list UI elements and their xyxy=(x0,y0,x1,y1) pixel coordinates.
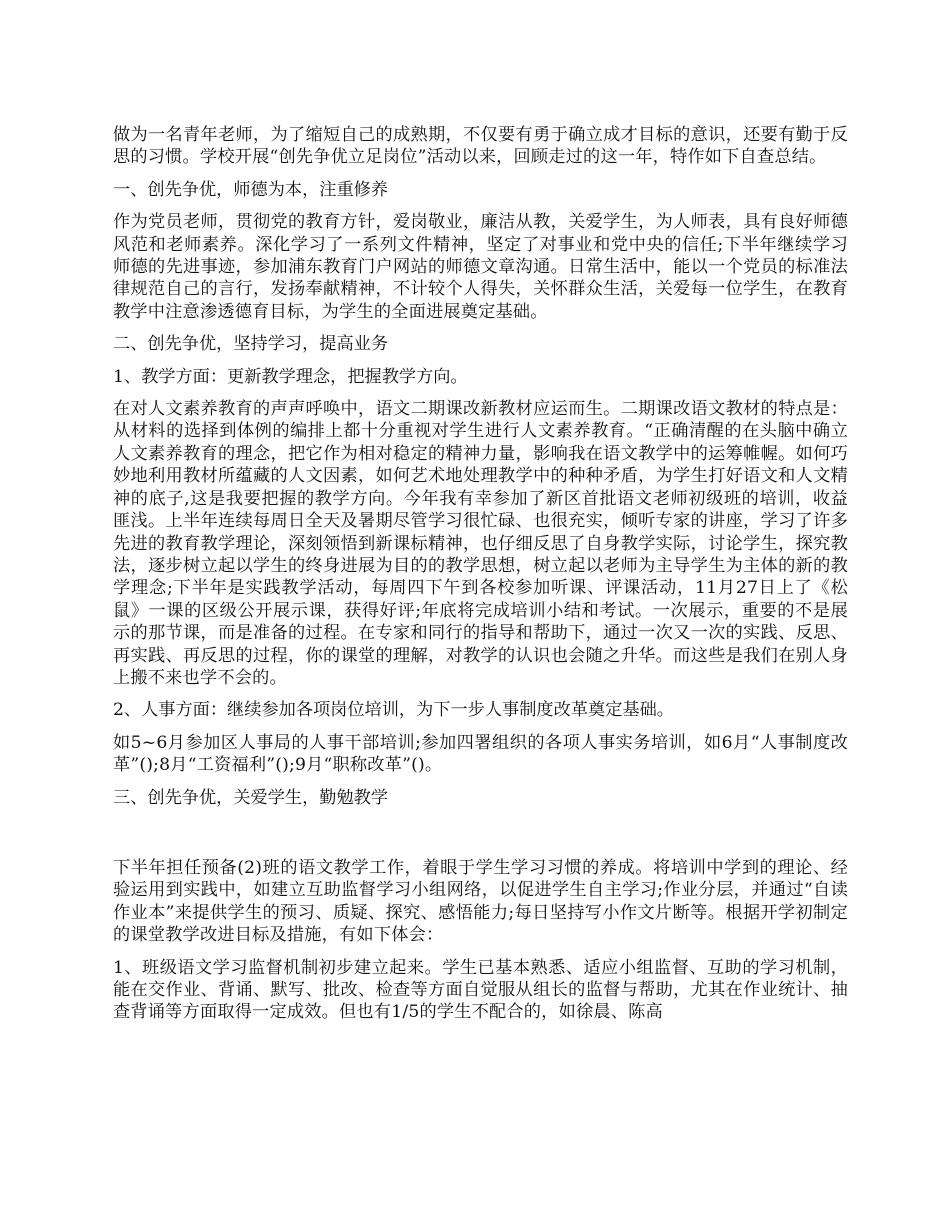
section-3-paragraph: 下半年担任预备(2)班的语文教学工作，着眼于学生学习习惯的养成。将培训中学到的理论、经验运用到实践中，如建立互助监督学习小组网络，以促进学生自主学习;作业分层，并通过“自读作业本”来提供学生的预习、质疑、探究、感悟能力;每日坚持写小作文片断等。根据开学初制定的课堂教学改进目标及措施，有如下体会： xyxy=(113,857,848,946)
section-heading-2: 二、创先争优，坚持学习，提高业务 xyxy=(113,334,389,355)
section-1-paragraph: 作为党员老师，贯彻党的教育方针，爱岗敬业，廉洁从教，关爱学生，为人师表，具有良好师德风范和老师素养。深化学习了一系列文件精神，坚定了对事业和党中央的信任;下半年继续学习师德的先进事迹，参加浦东教育门户网站的师德文章沟通。日常生活中，能以一个党员的标准法律规范自己的言行，发扬奉献精神，不计较个人得失，关怀群众生活，关爱每一位学生，在教育教学中注意渗透德育目标，为学生的全面进展奠定基础。 xyxy=(113,212,848,322)
section-gap xyxy=(113,819,848,857)
teaching-paragraph: 在对人文素养教育的声声呼唤中，语文二期课改新教材应运而生。二期课改语文教材的特点是：从材料的选择到体例的编排上都十分重视对学生进行人文素养教育。“正确清醒的在头脑中确立人文素养教育的理念，把它作为相对稳定的精神力量，影响我在语文教学中的运筹帷幄。如何巧妙地利用教材所蕴藏的人文因素，如何艺术地处理教学中的种种矛盾，为学生打好语文和人文精神的底子,这是我要把握的教学方向。今年我有幸参加了新区首批语文老师初级班的培训，收益匪浅。上半年连续每周日全天及暑期尽管学习很忙碌、也很充实，倾听专家的讲座，学习了许多先进的教育教学理论，深刻领悟到新课标精神，也仔细反思了自身教学实际，讨论学生，探究教法，逐步树立起以学生的终身进展为目的的教学思想，树立起以老师为主导学生为主体的新的教学理念;下半年是实践教学活动，每周四下午到各校参加听课、评课活动，11月27日上了《松鼠》一课的区级公开展示课，获得好评;年底将完成培训小结和考试。一次展示，重要的不是展示的那节课，而是准备的过程。在专家和同行的指导和帮助下，通过一次又一次的实践、反思、再实践、再反思的过程，你的课堂的理解，对教学的认识也会随之升华。而这些是我们在别人身上搬不来也学不会的。 xyxy=(113,399,848,688)
personnel-paragraph: 如5~6月参加区人事局的人事干部培训;参加四署组织的各项人事实务培训，如6月“人事制度改革”();8月“工资福利”();9月“职称改革”()。 xyxy=(113,732,848,776)
intro-paragraph: 做为一名青年老师，为了缩短自己的成熟期，不仅要有勇于确立成才目标的意识，还要有勤于反思的习惯。学校开展“创先争优立足岗位”活动以来，回顾走过的这一年，特作如下自查总结。 xyxy=(113,125,848,168)
section-3-point-1: 1、班级语文学习监督机制初步建立起来。学生已基本熟悉、适应小组监督、互助的学习机制，能在交作业、背诵、默写、批改、检查等方面自觉服从组长的监督与帮助，尤其在作业统计、抽查背诵等方面取得一定成效。但也有1/5的学生不配合的，如徐晨、陈高 xyxy=(113,957,848,1023)
section-heading-1: 一、创先争优，师德为本，注重修养 xyxy=(113,179,389,200)
subsection-heading-teaching: 1、教学方面：更新教学理念，把握教学方向。 xyxy=(113,366,468,387)
section-heading-3: 三、创先争优，关爱学生，勤勉教学 xyxy=(113,787,389,808)
subsection-heading-personnel: 2、人事方面：继续参加各项岗位培训，为下一步人事制度改革奠定基础。 xyxy=(113,700,674,721)
document-page xyxy=(113,124,848,1034)
